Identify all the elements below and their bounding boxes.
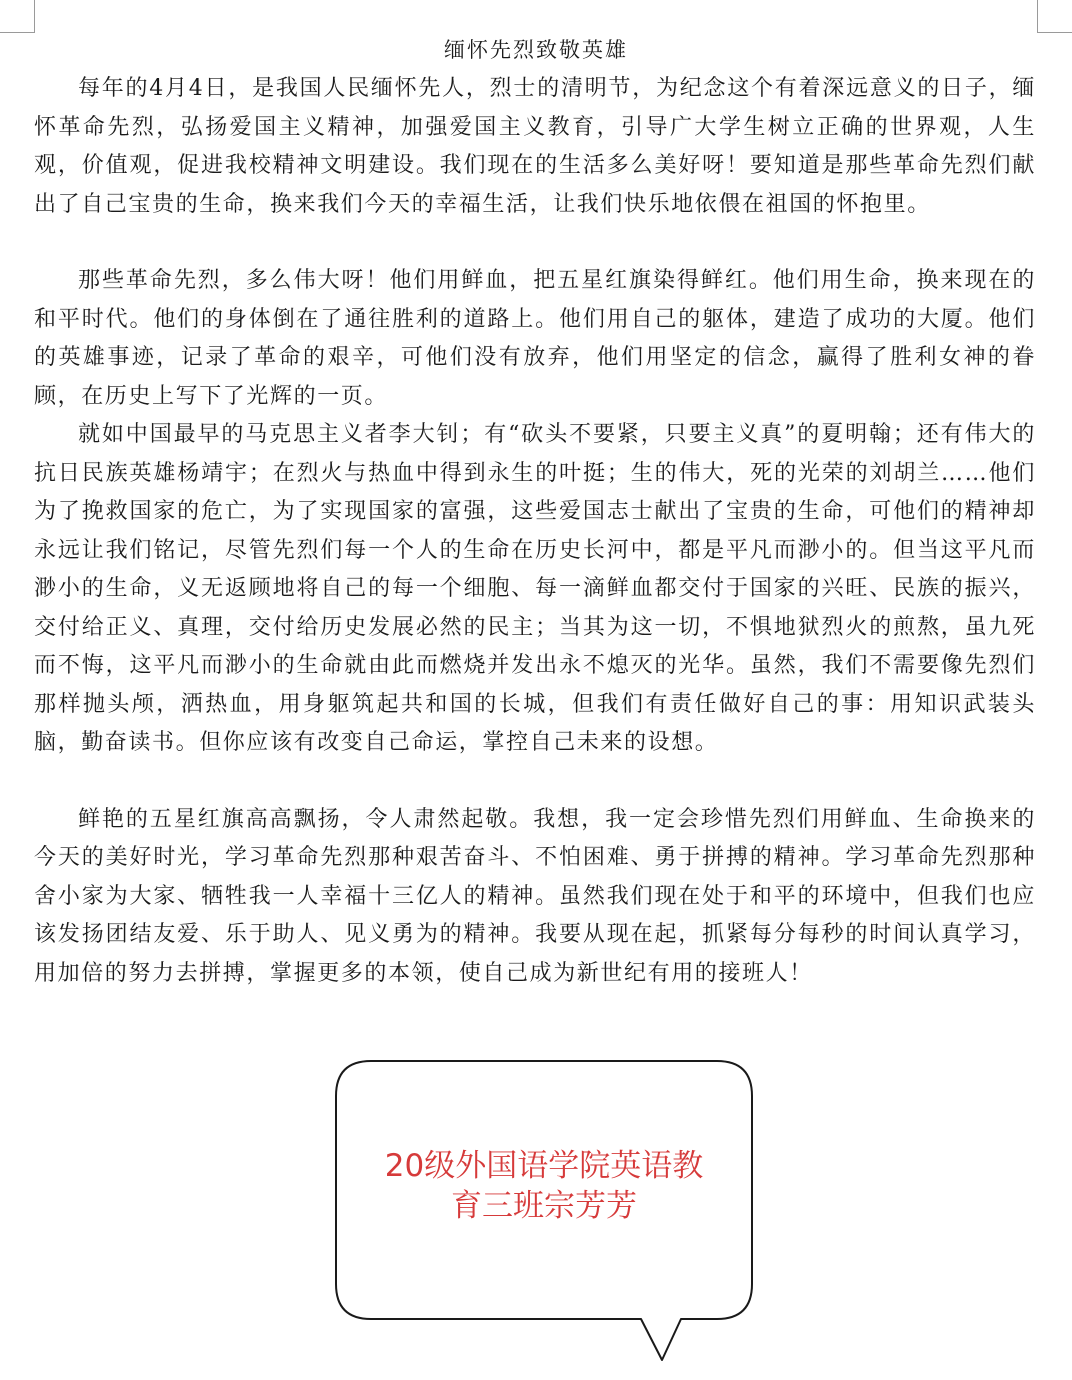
- speech-bubble-annotation: [335, 1060, 753, 1320]
- annotation-line-2: 育三班宗芳芳: [451, 1188, 637, 1224]
- crop-mark-top-right: [1037, 0, 1072, 33]
- crop-mark-top-left: [0, 0, 35, 33]
- annotation-line-1: 20级外国语学院英语教: [384, 1148, 704, 1184]
- document-title: 缅怀先烈致敬英雄: [444, 38, 628, 62]
- annotation-text: [355, 1146, 733, 1226]
- paragraph-3: 就如中国最早的马克思主义者李大钊；有“砍头不要紧，只要主义真”的夏明翰；还有伟大的抗日民族英雄杨靖宇；在烈火与热血中得到永生的叶挺；生的伟大，死的光荣的刘胡兰……他们为了挽救国家的危亡，为了实现国家的富强，这些爱国志士献出了宝贵的生命，可他们的精神却永远让我们铭记，尽管先烈们每一个人的生命在历史长河中，都是平凡而渺小的。但当这平凡而渺小的生命，义无返顾地将自己的每一个细胞、每一滴鲜血都交付于国家的兴旺、民族的振兴，交付给正义、真理，交付给历史发展必然的民主；当其为这一切，不惧地狱烈火的煎熬，虽九死而不悔，这平凡而渺小的生命就由此而燃烧并发出永不熄灭的光华。虽然，我们不需要像先烈们那样抛头颅，洒热血，用身躯筑起共和国的长城，但我们有责任做好自己的事：用知识武装头脑，勤奋读书。但你应该有改变自己命运，掌控自己未来的设想。: [34, 422, 1036, 755]
- paragraph-4: 鲜艳的五星红旗高高飘扬，令人肃然起敬。我想，我一定会珍惜先烈们用鲜血、生命换来的今天的美好时光，学习革命先烈那种艰苦奋斗、不怕困难、勇于拼搏的精神。学习革命先烈那种舍小家为大家、牺牲我一人幸福十三亿人的精神。虽然我们现在处于和平的环境中，但我们也应该发扬团结友爱、乐于助人、见义勇为的精神。我要从现在起，抓紧每分每秒的时间认真学习，用加倍的努力去拼搏，掌握更多的本领，使自己成为新世纪有用的接班人！: [34, 806, 1036, 986]
- paragraph-2: 那些革命先烈，多么伟大呀！他们用鲜血，把五星红旗染得鲜红。他们用生命，换来现在的和平时代。他们的身体倒在了通往胜利的道路上。他们用自己的躯体，建造了成功的大厦。他们的英雄事迹，记录了革命的艰辛，可他们没有放弃，他们用坚定的信念，赢得了胜利女神的眷顾，在历史上写下了光辉的一页。: [34, 268, 1036, 409]
- document-body: [34, 70, 1036, 993]
- paragraph-1: 每年的4月4日，是我国人民缅怀先人，烈士的清明节，为纪念这个有着深远意义的日子，缅怀革命先烈，弘扬爱国主义精神，加强爱国主义教育，引导广大学生树立正确的世界观，人生观，价值观，促进我校精神文明建设。我们现在的生活多么美好呀！要知道是那些革命先烈们献出了自己宝贵的生命，换来我们今天的幸福生活，让我们快乐地依偎在祖国的怀抱里。: [34, 76, 1036, 217]
